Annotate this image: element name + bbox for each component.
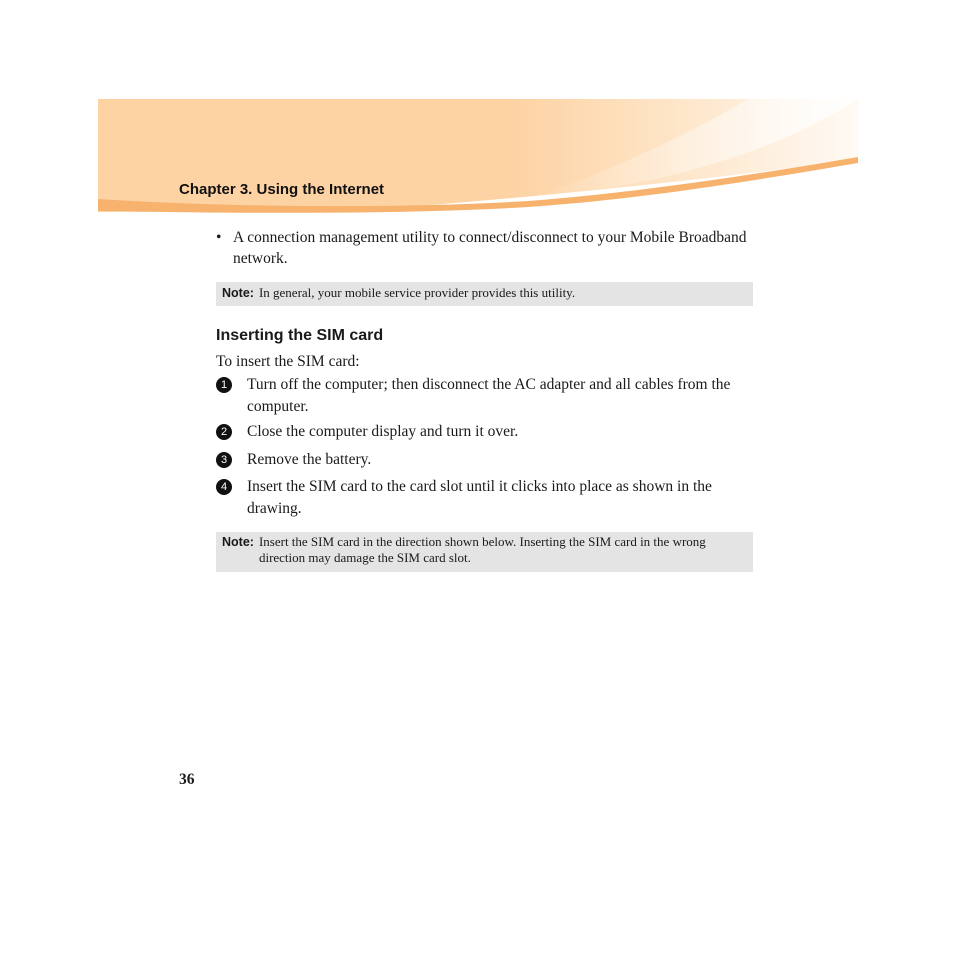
- step-number-icon: 4: [216, 479, 232, 495]
- step-text: Turn off the computer; then disconnect the AC adapter and all cables from the computer.: [247, 376, 731, 415]
- step-text: Insert the SIM card to the card slot until it clicks into place as shown in the drawing.: [247, 478, 712, 517]
- page-number: 36: [179, 771, 195, 788]
- note-label: Note:: [222, 286, 254, 300]
- chapter-title: Chapter 3. Using the Internet: [179, 181, 385, 198]
- bullet-icon: •: [216, 229, 222, 246]
- note-box: [216, 532, 753, 572]
- note-text: Insert the SIM card in the direction shown below. Inserting the SIM card in the wrong direction may damage the SIM card slot.: [258, 534, 706, 565]
- note-text: In general, your mobile service provider provides this utility.: [258, 285, 576, 300]
- section-heading: Inserting the SIM card: [216, 327, 384, 344]
- note-box: [216, 282, 753, 306]
- step-number-icon: 2: [216, 424, 232, 440]
- step-text: Close the computer display and turn it over.: [247, 423, 519, 440]
- bullet-text: A connection management utility to connect/disconnect to your Mobile Broadband network.: [233, 229, 747, 267]
- step-number-icon: 1: [216, 377, 232, 393]
- step-text: Remove the battery.: [247, 451, 372, 468]
- step-number-icon: 3: [216, 452, 232, 468]
- note-label: Note:: [222, 535, 254, 549]
- section-intro: To insert the SIM card:: [216, 353, 360, 370]
